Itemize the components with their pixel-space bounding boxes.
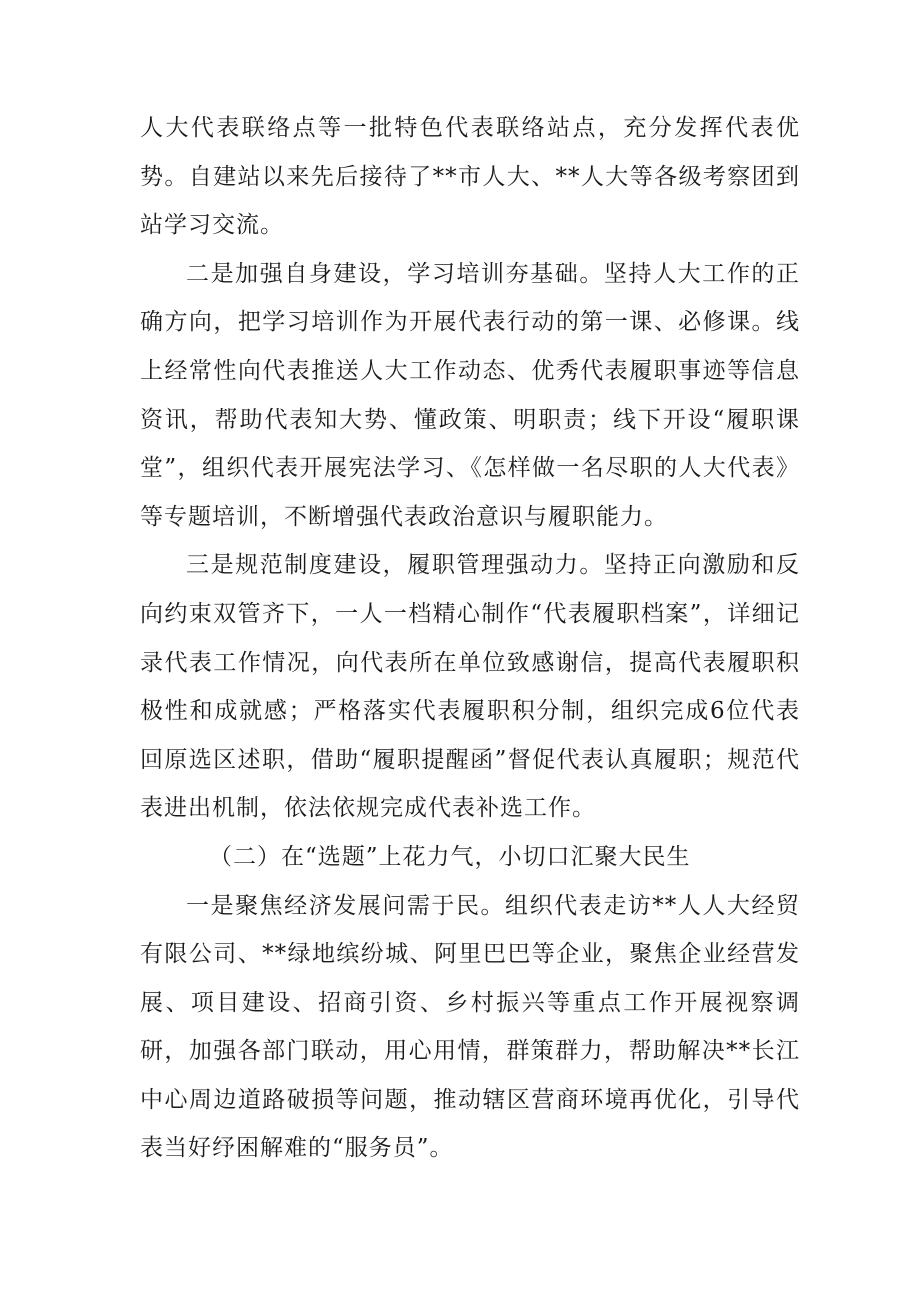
document-body	[140, 104, 800, 1173]
paragraph-continuation: 人大代表联络点等一批特色代表联络站点，充分发挥代表优势。自建站以来先后接待了**市人大、**人大等各级考察团到站学习交流。	[140, 115, 800, 239]
section-heading: （二）在“选题”上花力气，小切口汇聚大民生	[209, 843, 691, 870]
paragraph-economic-development: 一是聚焦经济发展问需于民。组织代表走访**人人大经贸有限公司、**绿地缤纷城、阿里巴巴等企业，聚焦企业经营发展、项目建设、招商引资、乡村振兴等重点工作开展视察调研，加强各部门联动，用心用情，群策群力，帮助解决**长江中心周边道路破损等问题，推动辖区营商环境再优化，引导代表当好纾困解难的“服务员”。	[140, 892, 800, 1162]
paragraph-system-building: 三是规范制度建设，履职管理强动力。坚持正向激励和反向约束双管齐下，一人一档精心制作“代表履职档案”，详细记录代表工作情况，向代表所在单位致感谢信，提高代表履职积极性和成就感；严格落实代表履职积分制，组织完成6位代表回原选区述职，借助“履职提醒函”督促代表认真履职；规范代表进出机制，依法依规完成代表补选工作。	[140, 552, 800, 822]
paragraph-self-building: 二是加强自身建设，学习培训夯基础。坚持人大工作的正确方向，把学习培训作为开展代表行动的第一课、必修课。线上经常性向代表推送人大工作动态、优秀代表履职事迹等信息资讯，帮助代表知大势、懂政策、明职责；线下开设“履职课堂”，组织代表开展宪法学习、《怎样做一名尽职的人大代表》等专题培训，不断增强代表政治意识与履职能力。	[140, 260, 800, 530]
